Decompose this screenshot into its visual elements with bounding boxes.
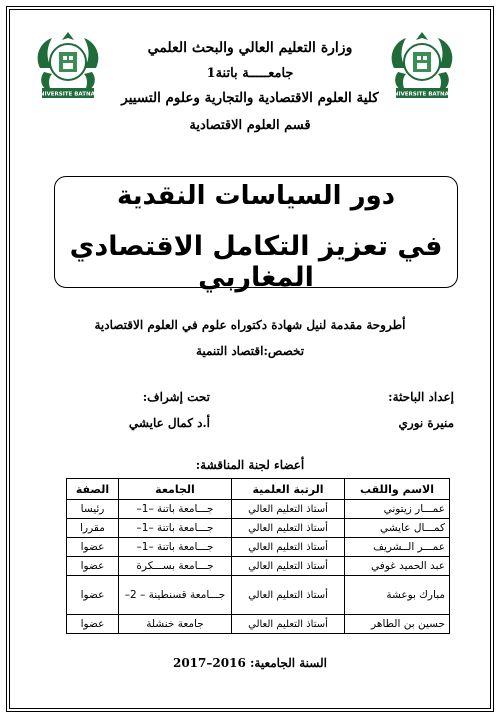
member-name: عمـــار زيتوني bbox=[345, 500, 450, 519]
member-university: جـــامعة بســـكرة bbox=[119, 557, 232, 576]
member-role: رئيسا bbox=[67, 500, 119, 519]
university-name: جامعـــــة باتنة1 bbox=[206, 66, 294, 81]
column-header: الصفة bbox=[67, 479, 119, 500]
table-row bbox=[67, 519, 450, 538]
faculty-name: كلية العلوم الاقتصادية والتجارية وعلوم التسيير bbox=[121, 90, 379, 106]
svg-text:UNIVERSITE BATNA 1: UNIVERSITE BATNA 1 bbox=[389, 91, 455, 98]
supervisor-name: أ.د كمال عايشي bbox=[128, 416, 210, 430]
table-header-row bbox=[67, 479, 450, 500]
member-name: عمـــر الــشريف bbox=[345, 538, 450, 557]
author-name: منيرة نوري bbox=[398, 416, 454, 430]
department-name: قسم العلوم الاقتصادية bbox=[189, 118, 311, 133]
svg-text:UNIVERSITE BATNA 1: UNIVERSITE BATNA 1 bbox=[35, 91, 101, 98]
member-name: مبارك بوعشة bbox=[345, 576, 450, 615]
author-label: إعداد الباحثة: bbox=[388, 390, 454, 404]
member-rank: أستاذ التعليم العالي bbox=[232, 519, 345, 538]
member-university: جـــامعة قسنطينة – 2– bbox=[119, 576, 232, 615]
member-role: مقررا bbox=[67, 519, 119, 538]
member-rank: أستاذ التعليم العالي bbox=[232, 557, 345, 576]
column-header: الرتبة العلمية bbox=[232, 479, 345, 500]
committee-table bbox=[66, 478, 450, 634]
member-role: عضوا bbox=[67, 576, 119, 615]
member-university: جـــامعة باتنة –1– bbox=[119, 519, 232, 538]
member-rank: أستاذ التعليم العالي bbox=[232, 615, 345, 634]
member-rank: أستاذ التعليم العالي bbox=[232, 500, 345, 519]
thesis-description: أطروحة مقدمة لنيل شهادة دكتوراه علوم في العلوم الاقتصادية bbox=[94, 318, 406, 332]
member-name: كمـــال عايشي bbox=[345, 519, 450, 538]
member-role: عضوا bbox=[67, 538, 119, 557]
column-header: الجامعة bbox=[119, 479, 232, 500]
title-box bbox=[54, 176, 458, 293]
member-role: عضوا bbox=[67, 615, 119, 634]
thesis-specialty: تخصص:اقتصاد التنمية bbox=[195, 344, 305, 358]
table-row bbox=[67, 576, 450, 615]
member-university: جـــامعة باتنة –1– bbox=[119, 500, 232, 519]
table-row bbox=[67, 500, 450, 519]
table-row bbox=[67, 557, 450, 576]
table-row bbox=[67, 538, 450, 557]
committee-heading: أعضاء لجنة المناقشة: bbox=[195, 458, 305, 472]
thesis-title-line1: دور السياسات النقدية bbox=[116, 181, 396, 211]
member-rank: أستاذ التعليم العالي bbox=[232, 576, 345, 615]
member-name: عبد الحميد غوفي bbox=[345, 557, 450, 576]
member-role: عضوا bbox=[67, 557, 119, 576]
member-university: جامعة خنشلة bbox=[119, 615, 232, 634]
column-header: الاسم واللقب bbox=[345, 479, 450, 500]
academic-year: السنة الجامعية: 2016–2017 bbox=[172, 656, 327, 670]
university-logo-left bbox=[30, 28, 106, 106]
table-row bbox=[67, 615, 450, 634]
member-rank: أستاذ التعليم العالي bbox=[232, 538, 345, 557]
supervisor-label: تحت إشراف: bbox=[142, 390, 210, 404]
member-university: جـــامعة باتنة –1– bbox=[119, 538, 232, 557]
thesis-title-line2: في تعزيز التكامل الاقتصادي المغاربي bbox=[69, 231, 443, 293]
ministry-name: وزارة التعليم العالي والبحث العلمي bbox=[147, 40, 353, 56]
member-name: حسين بن الطاهر bbox=[345, 615, 450, 634]
